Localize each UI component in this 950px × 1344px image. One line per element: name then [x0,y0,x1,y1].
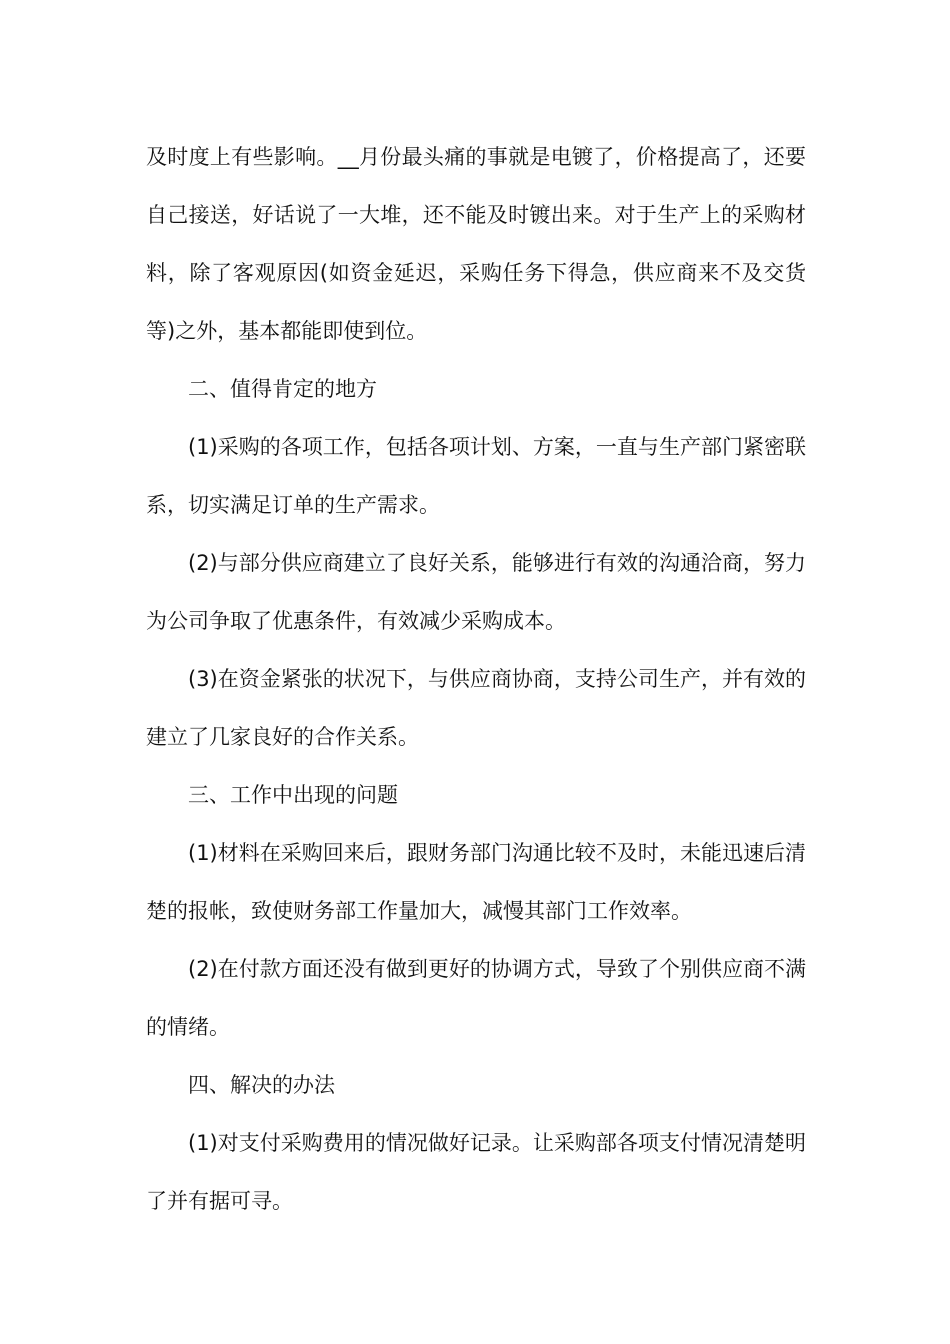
section-heading-solutions: 四、解决的办法 [188,1073,335,1097]
paragraph-achievement-1: (1)采购的各项工作，包括各项计划、方案，一直与生产部门紧密联系，切实满足订单的生产需求。 [146,435,806,517]
paragraph-achievement-3: (3)在资金紧张的状况下，与供应商协商，支持公司生产，并有效的建立了几家良好的合作关系。 [146,667,806,749]
paragraph-intro-continuation: 及时度上有些影响。__月份最头痛的事就是电镀了，价格提高了，还要自己接送，好话说了一大堆，还不能及时镀出来。对于生产上的采购材料，除了客观原因(如资金延迟，采购任务下得急，供应商来不及交货等)之外，基本都能即使到位。 [146,145,806,343]
paragraph-problem-2: (2)在付款方面还没有做到更好的协调方式，导致了个别供应商不满的情绪。 [146,957,806,1039]
paragraph-achievement-2: (2)与部分供应商建立了良好关系，能够进行有效的沟通洽商，努力为公司争取了优惠条件，有效减少采购成本。 [146,551,806,633]
section-heading-achievements: 二、值得肯定的地方 [188,377,377,401]
paragraph-problem-1: (1)材料在采购回来后，跟财务部门沟通比较不及时，未能迅速后清楚的报帐，致使财务部工作量加大，减慢其部门工作效率。 [146,841,806,923]
section-heading-problems: 三、工作中出现的问题 [188,783,398,807]
paragraph-solution-1: (1)对支付采购费用的情况做好记录。让采购部各项支付情况清楚明了并有据可寻。 [146,1131,806,1213]
document-body [146,128,806,1230]
